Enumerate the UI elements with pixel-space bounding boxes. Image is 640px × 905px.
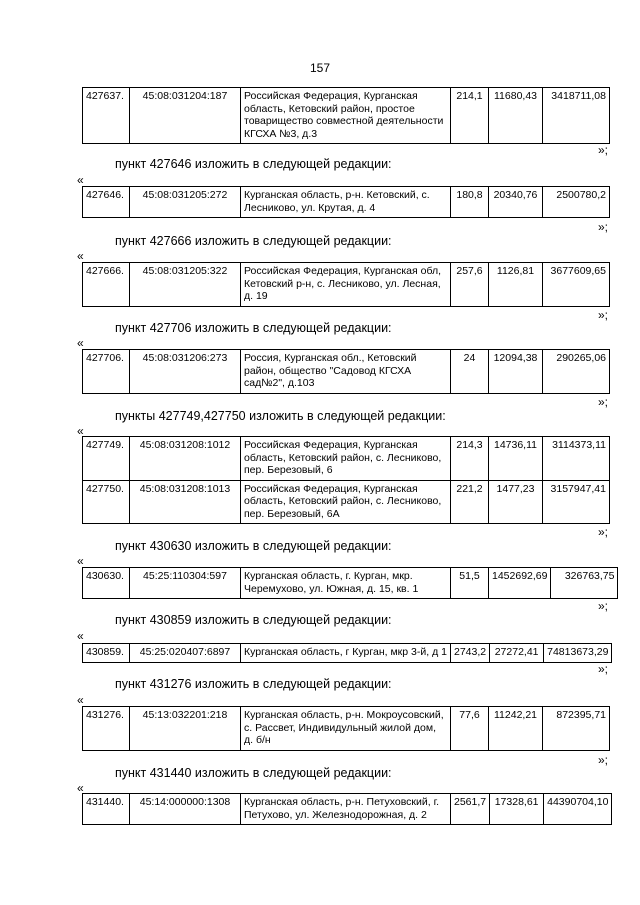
cadastral-value: 3157947,41: [543, 480, 610, 524]
record-number: 431440.: [83, 794, 130, 825]
record-number: 427750.: [83, 480, 130, 524]
close-quote: »;: [598, 308, 609, 322]
area: 77,6: [451, 707, 489, 751]
unit-value: 20340,76: [489, 187, 543, 218]
area: 214,3: [451, 437, 489, 481]
cadastral-value: 326763,75: [551, 568, 618, 599]
table-row: [83, 707, 610, 751]
table-row: [83, 350, 610, 394]
record-number: 427666.: [83, 263, 130, 307]
area: 2561,7: [451, 794, 490, 825]
cadastral-number: 45:08:031208:1013: [130, 480, 241, 524]
area: 221,2: [451, 480, 489, 524]
amendment-instruction: пункт 427706 изложить в следующей редакции:: [115, 321, 392, 335]
area: 180,8: [451, 187, 489, 218]
page-number: 157: [309, 61, 331, 75]
record-number: 427637.: [83, 88, 130, 144]
table-row: [83, 644, 612, 663]
area: 2743,2: [451, 644, 490, 663]
record-table: [82, 262, 610, 307]
unit-value: 27272,41: [490, 644, 544, 663]
amendment-instruction: пункт 431276 изложить в следующей редакции:: [115, 677, 392, 691]
amendment-instruction: пункт 431440 изложить в следующей редакции:: [115, 766, 392, 780]
open-quote: «: [77, 554, 84, 568]
open-quote: «: [77, 629, 84, 643]
cadastral-value: 290265,06: [543, 350, 610, 394]
amendment-instruction: пункт 430630 изложить в следующей редакции:: [115, 539, 392, 553]
record-table: [82, 793, 612, 825]
table-row: [83, 568, 618, 599]
table-row: [83, 187, 610, 218]
table-row: [83, 480, 610, 524]
cadastral-value: 3114373,11: [543, 437, 610, 481]
record-table: [82, 186, 610, 218]
cadastral-value: 44390704,10: [544, 794, 612, 825]
area: 214,1: [451, 88, 489, 144]
address: Российская Федерация, Курганская область, Кетовский район, с. Лесниково, пер. Березовый, 6А: [241, 480, 451, 524]
address: Российская Федерация, Курганская область, Кетовский район, простое товарищество совместной деятельности КГСХА №3, д.3: [241, 88, 451, 144]
table-row: [83, 794, 612, 825]
unit-value: 11680,43: [489, 88, 543, 144]
cadastral-number: 45:08:031205:322: [130, 263, 241, 307]
amendment-instruction: пункты 427749,427750 изложить в следующей редакции:: [115, 409, 446, 423]
unit-value: 1477,23: [489, 480, 543, 524]
amendment-instruction: пункт 430859 изложить в следующей редакции:: [115, 613, 392, 627]
cadastral-number: 45:14:000000:1308: [130, 794, 241, 825]
record-table: [82, 643, 612, 663]
cadastral-value: 74813673,29: [544, 644, 612, 663]
close-quote: »;: [598, 662, 609, 676]
address: Российская Федерация, Курганская обл, Кетовский р-н, с. Лесниково, ул. Лесная, д. 19: [241, 263, 451, 307]
cadastral-value: 3677609,65: [543, 263, 610, 307]
address: Курганская область, р-н. Кетовский, с. Лесниково, ул. Крутая, д. 4: [241, 187, 451, 218]
open-quote: «: [77, 249, 84, 263]
close-quote: »;: [598, 395, 609, 409]
record-number: 427706.: [83, 350, 130, 394]
amendment-instruction: пункт 427646 изложить в следующей редакции:: [115, 157, 392, 171]
record-table: [82, 567, 618, 599]
table-row: [83, 437, 610, 481]
address: Курганская область, г. Курган, мкр. Черемухово, ул. Южная, д. 15, кв. 1: [241, 568, 451, 599]
address: Курганская область, р-н. Петуховский, г. Петухово, ул. Железнодорожная, д. 2: [241, 794, 451, 825]
record-number: 427749.: [83, 437, 130, 481]
unit-value: 17328,61: [490, 794, 544, 825]
area: 51,5: [451, 568, 489, 599]
cadastral-value: 2500780,2: [543, 187, 610, 218]
cadastral-number: 45:08:031208:1012: [130, 437, 241, 481]
address: Российская Федерация, Курганская область, Кетовский район, с. Лесниково, пер. Березовый, 6: [241, 437, 451, 481]
record-number: 427646.: [83, 187, 130, 218]
amendment-instruction: пункт 427666 изложить в следующей редакции:: [115, 234, 392, 248]
close-quote: »;: [598, 143, 609, 157]
cadastral-number: 45:08:031206:273: [130, 350, 241, 394]
close-quote: »;: [598, 525, 609, 539]
address: Россия, Курганская обл., Кетовский район, общество "Садовод КГСХА сад№2", д.103: [241, 350, 451, 394]
open-quote: «: [77, 336, 84, 350]
record-number: 431276.: [83, 707, 130, 751]
unit-value: 1452692,69: [489, 568, 551, 599]
cadastral-number: 45:25:110304:597: [130, 568, 241, 599]
address: Курганская область, р-н. Мокроусовский, с. Рассвет, Индивидульный жилой дом, д. б/н: [241, 707, 451, 751]
address: Курганская область, г Курган, мкр 3-й, д 1: [241, 644, 451, 663]
open-quote: «: [77, 173, 84, 187]
cadastral-number: 45:08:031205:272: [130, 187, 241, 218]
cadastral-value: 872395,71: [543, 707, 610, 751]
open-quote: «: [77, 424, 84, 438]
record-table: [82, 87, 610, 144]
close-quote: »;: [598, 753, 609, 767]
cadastral-number: 45:25:020407:6897: [130, 644, 241, 663]
open-quote: «: [77, 781, 84, 795]
record-table: [82, 706, 610, 751]
record-number: 430859.: [83, 644, 130, 663]
unit-value: 1126,81: [489, 263, 543, 307]
record-number: 430630.: [83, 568, 130, 599]
table-row: [83, 263, 610, 307]
open-quote: «: [77, 693, 84, 707]
cadastral-value: 3418711,08: [543, 88, 610, 144]
cadastral-number: 45:08:031204:187: [130, 88, 241, 144]
record-table: [82, 349, 610, 394]
close-quote: »;: [598, 220, 609, 234]
unit-value: 12094,38: [489, 350, 543, 394]
record-table: [82, 436, 610, 524]
area: 24: [451, 350, 489, 394]
close-quote: »;: [598, 599, 609, 613]
cadastral-number: 45:13:032201:218: [130, 707, 241, 751]
table-row: [83, 88, 610, 144]
unit-value: 14736,11: [489, 437, 543, 481]
unit-value: 11242,21: [489, 707, 543, 751]
area: 257,6: [451, 263, 489, 307]
